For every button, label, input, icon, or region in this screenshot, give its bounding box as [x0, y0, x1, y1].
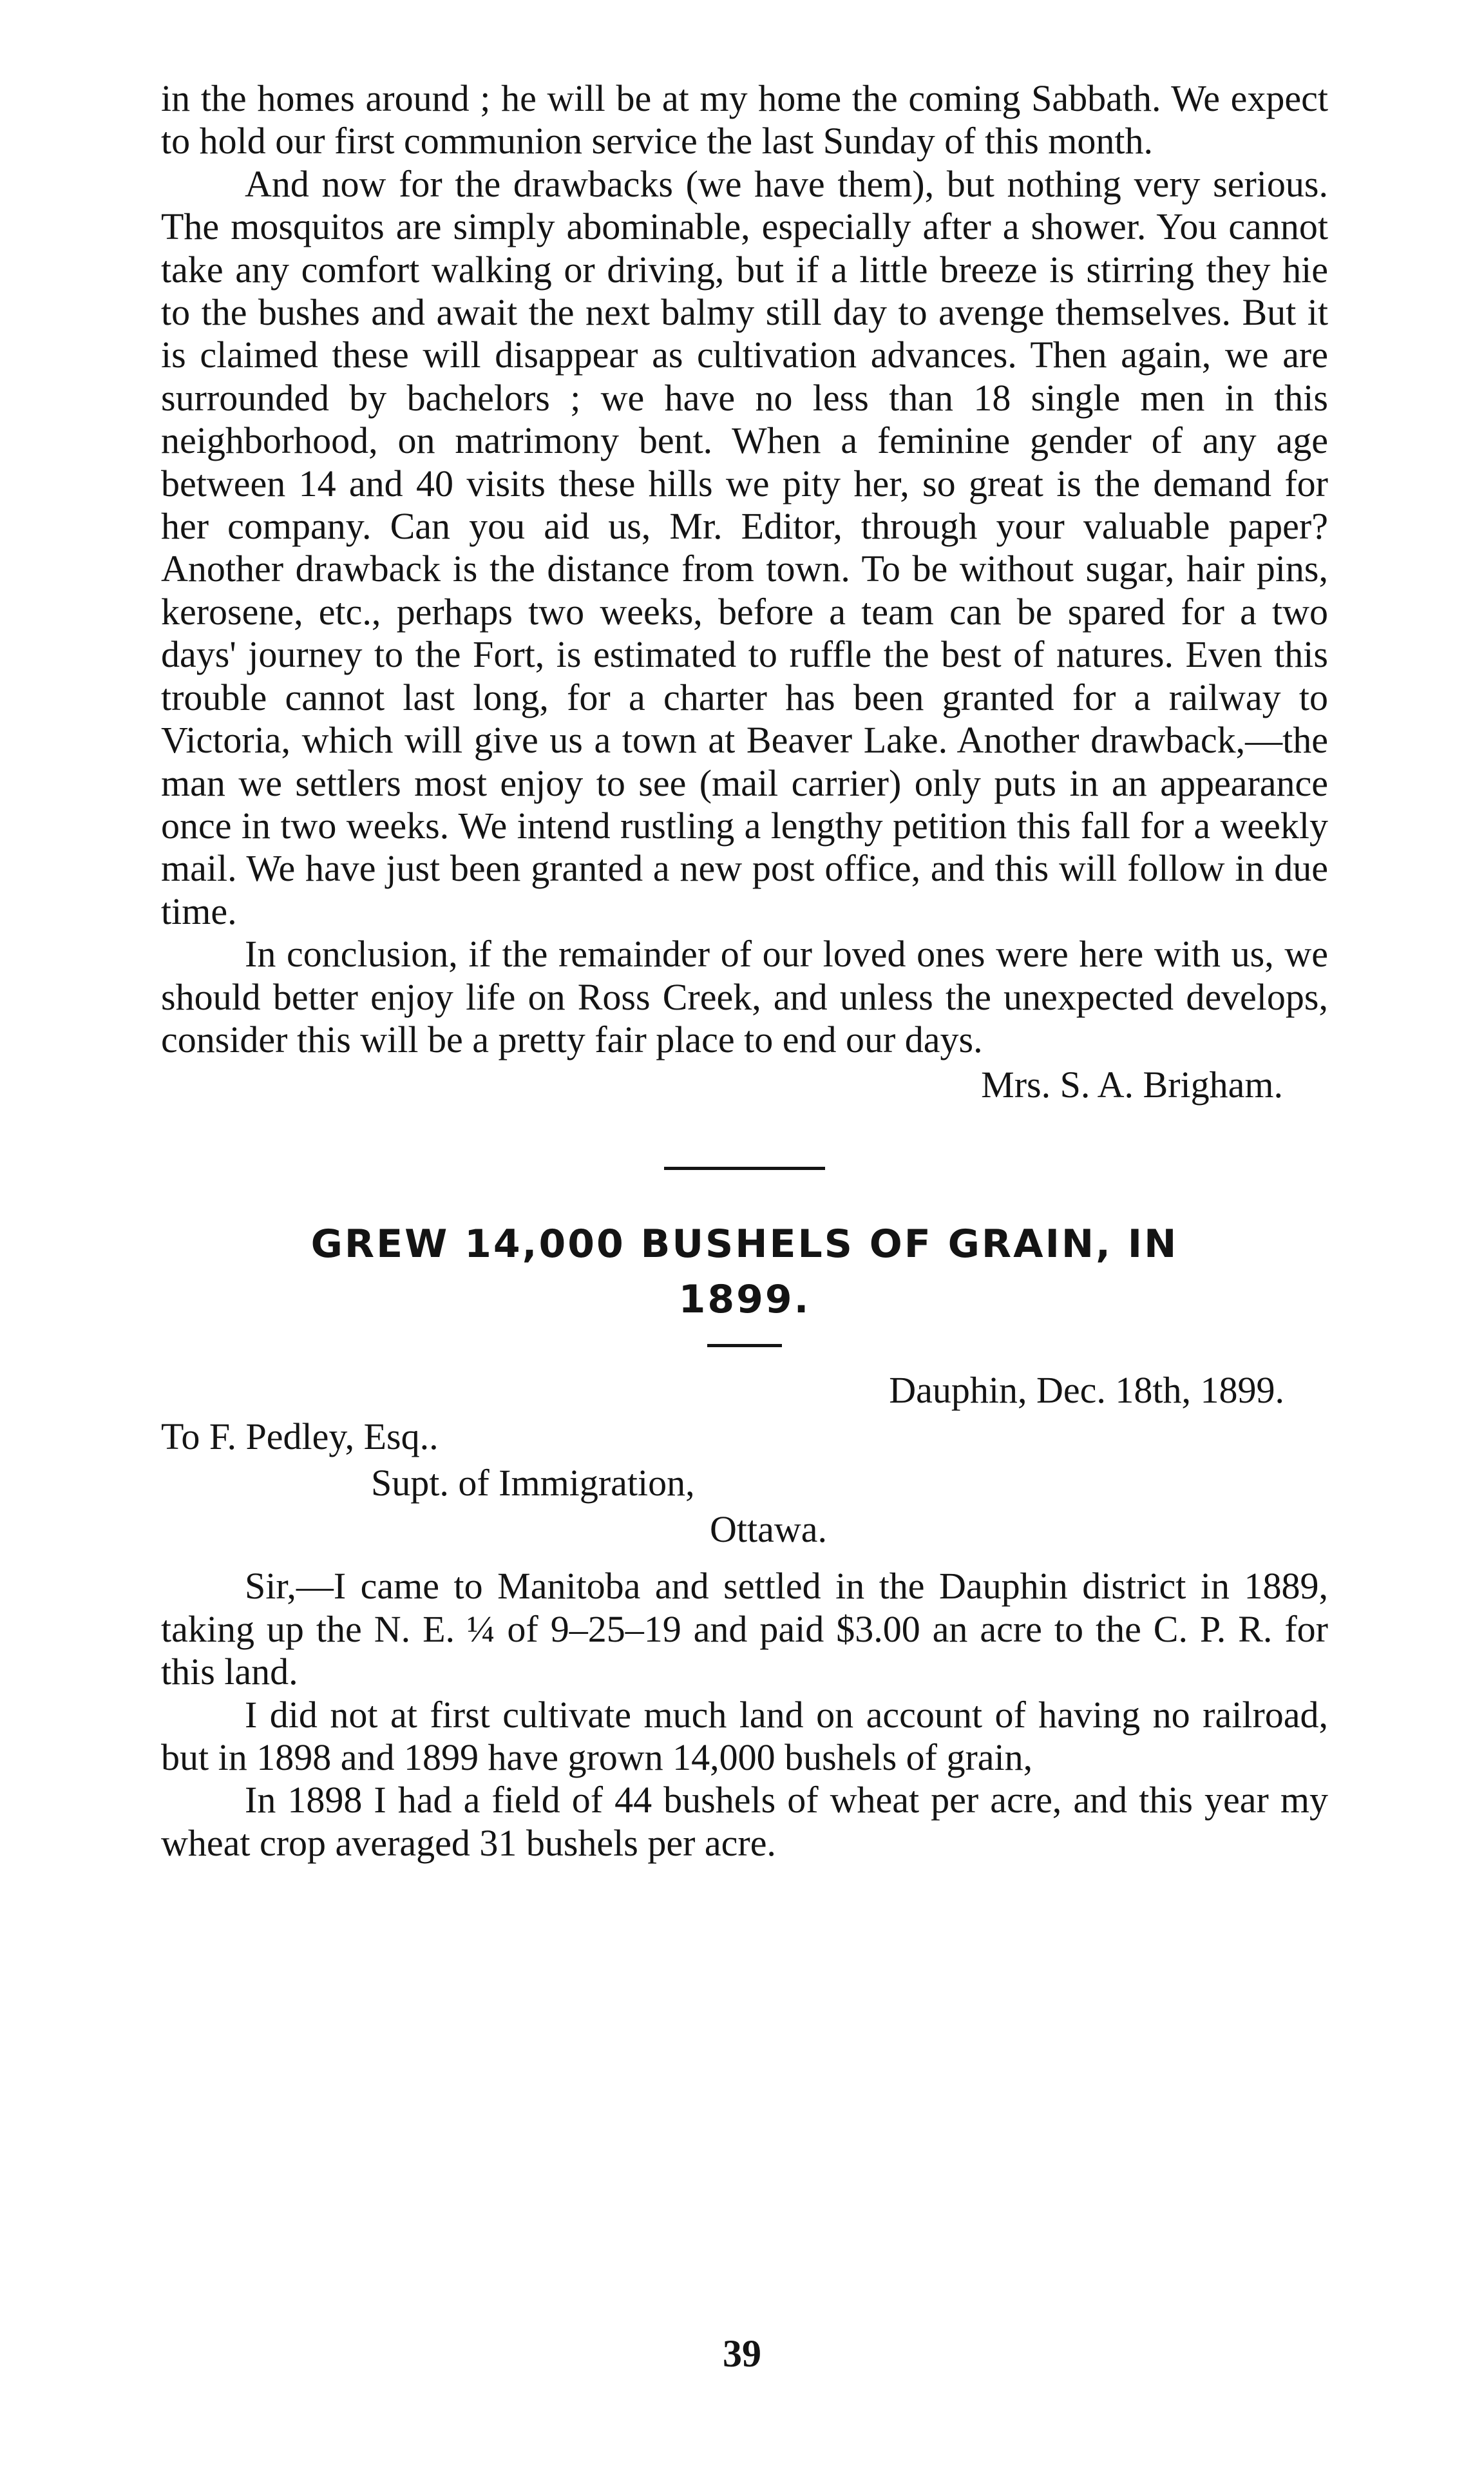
addressee-name: To F. Pedley, Esq.. [161, 1415, 439, 1458]
section-divider [664, 1167, 825, 1170]
letter-paragraph-1: in the homes around ; he will be at my home the coming Sabbath. We expect to hold our first communion service the last Sunday of this month. [161, 77, 1328, 162]
article-dateline: Dauphin, Dec. 18th, 1899. [889, 1369, 1284, 1412]
letter-signature: Mrs. S. A. Brigham. [981, 1064, 1283, 1106]
article-paragraph-2: I did not at first cultivate much land on account of having no railroad, but in 1898 and 1899 have grown 14,000 bushels of grain, [161, 1693, 1328, 1778]
heading-divider [707, 1344, 782, 1347]
article-heading [161, 1216, 1328, 1327]
article-paragraph-3: In 1898 I had a field of 44 bushels of wheat per acre, and this year my wheat crop averaged 31 bushels per acre. [161, 1779, 1328, 1864]
letter-paragraph-2: And now for the drawbacks (we have them), but nothing very serious. The mosquitos are simply abominable, especially after a shower. You cannot take any comfort walking or driving, but if a little breeze is stirring they hie to the bushes and await the next balmy still day to avenge themselves. But it is claimed these will disappear as cultivation advances. Then again, we are surrounded by bachelors ; we have no less than 18 single men in this neighborhood, on matrimony bent. When a feminine gender of any age between 14 and 40 visits these hills we pity her, so great is the demand for her company. Can you aid us, Mr. Editor, through your valuable paper? Another drawback is the distance from town. To be without sugar, hair pins, kerosene, etc., perhaps two weeks, before a team can be spared for a two days' journey to the Fort, is estimated to ruffle the best of natures. Even this trouble cannot last long, for a charter has been granted for a railway to Victoria, which will give us a town at Beaver Lake. Another drawback,—the man we settlers most enjoy to see (mail carrier) only puts in an appearance once in two weeks. We intend rustling a lengthy petition this fall for a weekly mail. We have just been granted a new post office, and this will follow in due time. [161, 162, 1328, 932]
addressee-title: Supt. of Immigration, [371, 1462, 695, 1504]
article-heading-line-1: GREW 14,000 BUSHELS OF GRAIN, IN [310, 1222, 1179, 1267]
article-body [161, 1565, 1328, 1865]
article-paragraph-1: Sir,—I came to Manitoba and settled in the Dauphin district in 1889, taking up the N. E. ¼ of 9–25–19 and paid $3.00 an acre to the C. P. R. for this land. [161, 1565, 1328, 1693]
letter-paragraph-3: In conclusion, if the remainder of our loved ones were here with us, we should better enjoy life on Ross Creek, and unless the unexpected develops, consider this will be a pretty fair place to end our days. [161, 933, 1328, 1060]
addressee-city: Ottawa. [710, 1508, 827, 1551]
article-heading-line-2: 1899. [678, 1277, 811, 1323]
page-number: 39 [723, 2332, 761, 2375]
page-content [161, 77, 1328, 1865]
